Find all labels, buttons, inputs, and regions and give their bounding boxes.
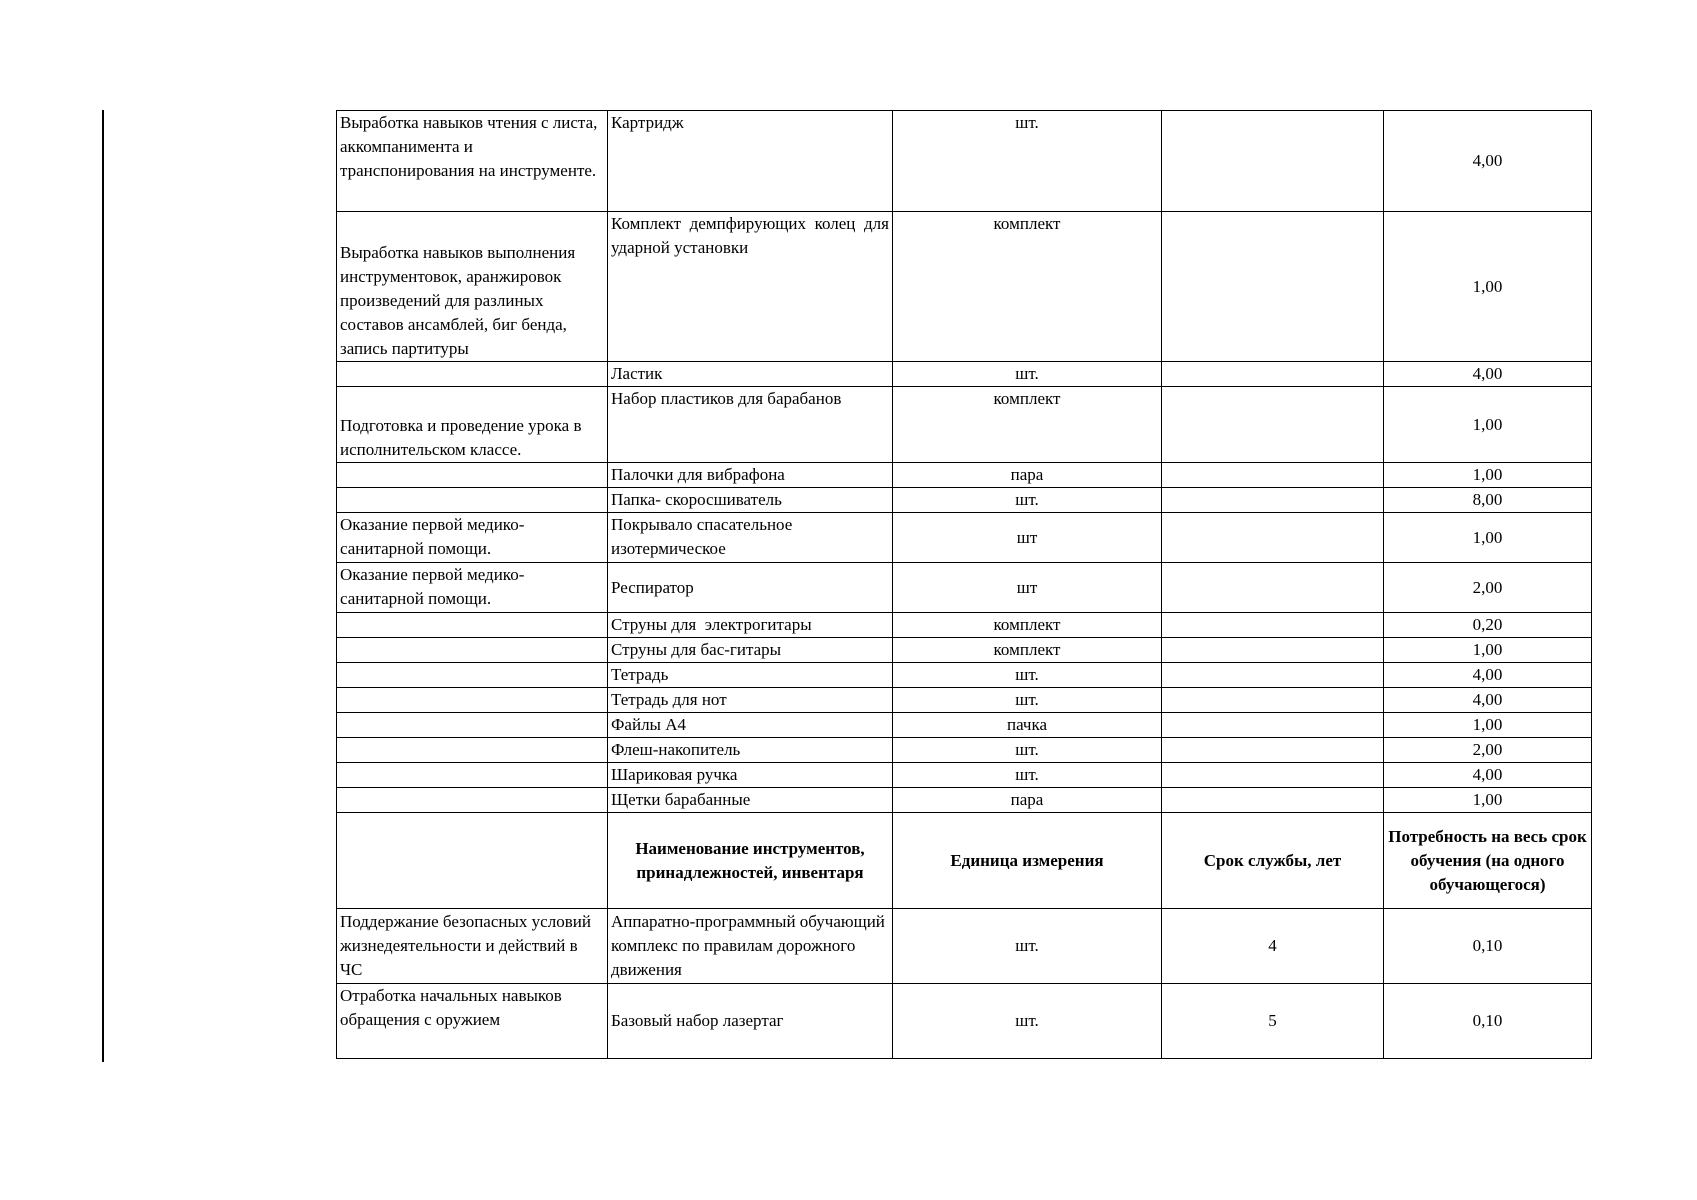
activity-cell: [337, 713, 608, 738]
table-row: [337, 613, 1592, 638]
table-row: [337, 909, 1592, 984]
activity-cell: [337, 663, 608, 688]
need-cell: 1,00: [1384, 463, 1592, 488]
item-cell: Респиратор: [608, 563, 893, 613]
life-cell: [1162, 638, 1384, 663]
life-cell: [1162, 788, 1384, 813]
activity-cell: [337, 638, 608, 663]
need-cell: 2,00: [1384, 738, 1592, 763]
activity-cell: Выработка навыков чтения с листа, аккомпанимента и транспонирования на инструменте.: [337, 111, 608, 212]
table-row: [337, 563, 1592, 613]
item-cell: Аппаратно-программный обучающий комплекс по правилам дорожного движения: [608, 909, 893, 984]
life-cell: [1162, 688, 1384, 713]
activity-cell: Подготовка и проведение урока в исполнительском классе.: [337, 387, 608, 463]
activity-cell: [337, 688, 608, 713]
life-cell: [1162, 613, 1384, 638]
unit-cell: шт: [893, 513, 1162, 563]
table-row: [337, 788, 1592, 813]
unit-cell: комплект: [893, 613, 1162, 638]
activity-cell: [337, 362, 608, 387]
table-row: [337, 362, 1592, 387]
need-cell: 1,00: [1384, 387, 1592, 463]
activity-cell: [337, 788, 608, 813]
unit-cell: шт.: [893, 738, 1162, 763]
activity-cell: Оказание первой медико-санитарной помощи.: [337, 513, 608, 563]
life-cell: [1162, 513, 1384, 563]
need-cell: 1,00: [1384, 638, 1592, 663]
need-cell: 1,00: [1384, 513, 1592, 563]
need-cell: 0,20: [1384, 613, 1592, 638]
life-cell: [1162, 488, 1384, 513]
item-cell: Папка- скоросшиватель: [608, 488, 893, 513]
need-cell: 1,00: [1384, 713, 1592, 738]
life-cell: 4: [1162, 909, 1384, 984]
need-cell: 1,00: [1384, 788, 1592, 813]
page-margin-line: [102, 110, 104, 1062]
unit-cell: шт.: [893, 763, 1162, 788]
table-row: [337, 488, 1592, 513]
need-cell: 0,10: [1384, 984, 1592, 1059]
item-cell: Струны для электрогитары: [608, 613, 893, 638]
activity-cell: [337, 463, 608, 488]
need-cell: 4,00: [1384, 362, 1592, 387]
table-row: [337, 111, 1592, 212]
activity-cell: [337, 738, 608, 763]
table-row: [337, 763, 1592, 788]
equipment-table: [336, 110, 1592, 1059]
unit-cell: комплект: [893, 212, 1162, 362]
need-cell: 4,00: [1384, 763, 1592, 788]
unit-cell: шт.: [893, 909, 1162, 984]
activity-cell: Отработка начальных навыков обращения с оружием: [337, 984, 608, 1059]
header-unit: Единица измерения: [893, 813, 1162, 909]
item-cell: Шариковая ручка: [608, 763, 893, 788]
header-service-life: Срок службы, лет: [1162, 813, 1384, 909]
life-cell: [1162, 713, 1384, 738]
item-cell: Ластик: [608, 362, 893, 387]
life-cell: [1162, 563, 1384, 613]
item-cell: Струны для бас-гитары: [608, 638, 893, 663]
item-cell: Тетрадь: [608, 663, 893, 688]
unit-cell: шт.: [893, 663, 1162, 688]
life-cell: [1162, 663, 1384, 688]
table-row: [337, 212, 1592, 362]
item-cell: Комплект демпфирующих колец для ударной установки: [608, 212, 893, 362]
life-cell: 5: [1162, 984, 1384, 1059]
item-cell: Набор пластиков для барабанов: [608, 387, 893, 463]
need-cell: 4,00: [1384, 111, 1592, 212]
need-cell: 0,10: [1384, 909, 1592, 984]
table-row: [337, 688, 1592, 713]
need-cell: 8,00: [1384, 488, 1592, 513]
table-row: [337, 984, 1592, 1059]
table-row: [337, 463, 1592, 488]
unit-cell: пара: [893, 463, 1162, 488]
unit-cell: пара: [893, 788, 1162, 813]
item-cell: Палочки для вибрафона: [608, 463, 893, 488]
item-cell: Картридж: [608, 111, 893, 212]
table-row: [337, 663, 1592, 688]
table-header-row: [337, 813, 1592, 909]
unit-cell: шт.: [893, 488, 1162, 513]
item-cell: Файлы А4: [608, 713, 893, 738]
unit-cell: комплект: [893, 387, 1162, 463]
table-row: [337, 713, 1592, 738]
item-cell: Тетрадь для нот: [608, 688, 893, 713]
activity-cell: [337, 613, 608, 638]
unit-cell: шт.: [893, 688, 1162, 713]
need-cell: 4,00: [1384, 688, 1592, 713]
item-cell: Базовый набор лазертаг: [608, 984, 893, 1059]
life-cell: [1162, 387, 1384, 463]
life-cell: [1162, 362, 1384, 387]
life-cell: [1162, 212, 1384, 362]
activity-cell: [337, 763, 608, 788]
unit-cell: пачка: [893, 713, 1162, 738]
unit-cell: комплект: [893, 638, 1162, 663]
item-cell: Щетки барабанные: [608, 788, 893, 813]
life-cell: [1162, 111, 1384, 212]
table-row: [337, 387, 1592, 463]
activity-cell: Выработка навыков выполнения инструментовок, аранжировок произведений для разлиных составов ансамблей, биг бенда, запись партитуры: [337, 212, 608, 362]
unit-cell: шт: [893, 563, 1162, 613]
unit-cell: шт.: [893, 362, 1162, 387]
activity-cell: Оказание первой медико-санитарной помощи.: [337, 563, 608, 613]
table-row: [337, 513, 1592, 563]
life-cell: [1162, 463, 1384, 488]
need-cell: 1,00: [1384, 212, 1592, 362]
table-row: [337, 738, 1592, 763]
header-need-per-student: Потребность на весь срок обучения (на одного обучающегося): [1384, 813, 1592, 909]
table-row: [337, 638, 1592, 663]
unit-cell: шт.: [893, 111, 1162, 212]
need-cell: 2,00: [1384, 563, 1592, 613]
item-cell: Флеш-накопитель: [608, 738, 893, 763]
item-cell: Покрывало спасательное изотермическое: [608, 513, 893, 563]
activity-cell: Поддержание безопасных условий жизнедеятельности и действий в ЧС: [337, 909, 608, 984]
activity-cell: [337, 488, 608, 513]
header-activity-cell: [337, 813, 608, 909]
header-item-name: Наименование инструментов, принадлежностей, инвентаря: [608, 813, 893, 909]
unit-cell: шт.: [893, 984, 1162, 1059]
need-cell: 4,00: [1384, 663, 1592, 688]
life-cell: [1162, 738, 1384, 763]
life-cell: [1162, 763, 1384, 788]
